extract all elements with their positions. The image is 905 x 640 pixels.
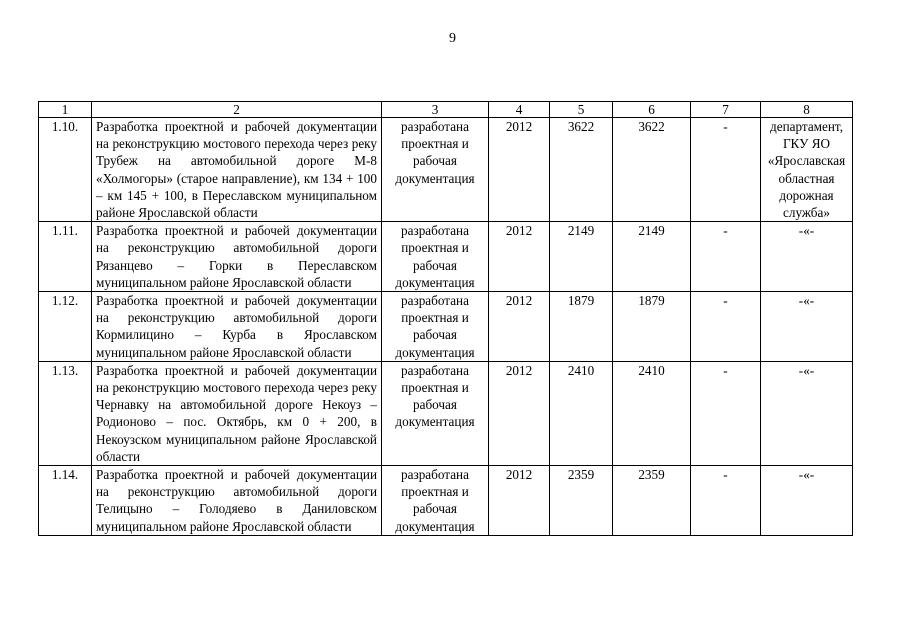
row-col7: - bbox=[691, 466, 761, 536]
row-col5: 3622 bbox=[550, 118, 613, 222]
table-row bbox=[39, 118, 853, 222]
header-cell-5: 5 bbox=[550, 102, 613, 118]
header-cell-1: 1 bbox=[39, 102, 92, 118]
page-number: 9 bbox=[449, 31, 456, 46]
row-number: 1.14. bbox=[39, 466, 92, 536]
header-cell-8: 8 bbox=[761, 102, 853, 118]
row-executor: -«- bbox=[761, 222, 853, 292]
row-col5: 2359 bbox=[550, 466, 613, 536]
row-col6: 1879 bbox=[613, 292, 691, 362]
row-executor: -«- bbox=[761, 361, 853, 465]
table-row bbox=[39, 361, 853, 465]
row-col7: - bbox=[691, 292, 761, 362]
row-executor: департамент, ГКУ ЯО «Ярославская областная дорожная служба» bbox=[761, 118, 853, 222]
table-row bbox=[39, 292, 853, 362]
row-status: разработана проектная и рабочая документация bbox=[382, 361, 489, 465]
row-description: Разработка проектной и рабочей документации на реконструкцию мостового перехода через реку Чернавку на автомобильной дороге Некоуз – Родионово – пос. Октябрь, км 0 + 200, в Некоузском муниципальном районе Ярославской области bbox=[92, 361, 382, 465]
row-col7: - bbox=[691, 361, 761, 465]
row-col7: - bbox=[691, 118, 761, 222]
row-year: 2012 bbox=[489, 118, 550, 222]
row-number: 1.11. bbox=[39, 222, 92, 292]
row-year: 2012 bbox=[489, 466, 550, 536]
header-row bbox=[39, 102, 853, 118]
row-status: разработана проектная и рабочая документация bbox=[382, 292, 489, 362]
row-description: Разработка проектной и рабочей документации на реконструкцию автомобильной дороги Кормилицино – Курба в Ярославском муниципальном районе Ярославской области bbox=[92, 292, 382, 362]
row-status: разработана проектная и рабочая документация bbox=[382, 466, 489, 536]
row-col6: 2149 bbox=[613, 222, 691, 292]
row-col6: 2410 bbox=[613, 361, 691, 465]
header-cell-6: 6 bbox=[613, 102, 691, 118]
table-row bbox=[39, 222, 853, 292]
header-cell-2: 2 bbox=[92, 102, 382, 118]
header-cell-4: 4 bbox=[489, 102, 550, 118]
row-col6: 2359 bbox=[613, 466, 691, 536]
row-col5: 2149 bbox=[550, 222, 613, 292]
table-row bbox=[39, 466, 853, 536]
row-number: 1.12. bbox=[39, 292, 92, 362]
header-cell-7: 7 bbox=[691, 102, 761, 118]
row-description: Разработка проектной и рабочей документации на реконструкцию автомобильной дороги Рязанцево – Горки в Переславском муниципальном районе Ярославской области bbox=[92, 222, 382, 292]
row-number: 1.10. bbox=[39, 118, 92, 222]
row-col7: - bbox=[691, 222, 761, 292]
row-year: 2012 bbox=[489, 222, 550, 292]
row-executor: -«- bbox=[761, 292, 853, 362]
row-col5: 1879 bbox=[550, 292, 613, 362]
row-description: Разработка проектной и рабочей документации на реконструкцию автомобильной дороги Телицыно – Голодяево в Даниловском муниципальном районе Ярославской области bbox=[92, 466, 382, 536]
header-cell-3: 3 bbox=[382, 102, 489, 118]
row-col6: 3622 bbox=[613, 118, 691, 222]
row-status: разработана проектная и рабочая документация bbox=[382, 222, 489, 292]
row-number: 1.13. bbox=[39, 361, 92, 465]
row-description: Разработка проектной и рабочей документации на реконструкцию мостового перехода через реку Трубеж на автомобильной дороге М-8 «Холмогоры» (старое направление), км 134 + 100 – км 145 + 100, в Переславском муниципальном районе Ярославской области bbox=[92, 118, 382, 222]
program-table bbox=[38, 101, 853, 536]
row-status: разработана проектная и рабочая документация bbox=[382, 118, 489, 222]
row-year: 2012 bbox=[489, 361, 550, 465]
row-year: 2012 bbox=[489, 292, 550, 362]
row-executor: -«- bbox=[761, 466, 853, 536]
row-col5: 2410 bbox=[550, 361, 613, 465]
